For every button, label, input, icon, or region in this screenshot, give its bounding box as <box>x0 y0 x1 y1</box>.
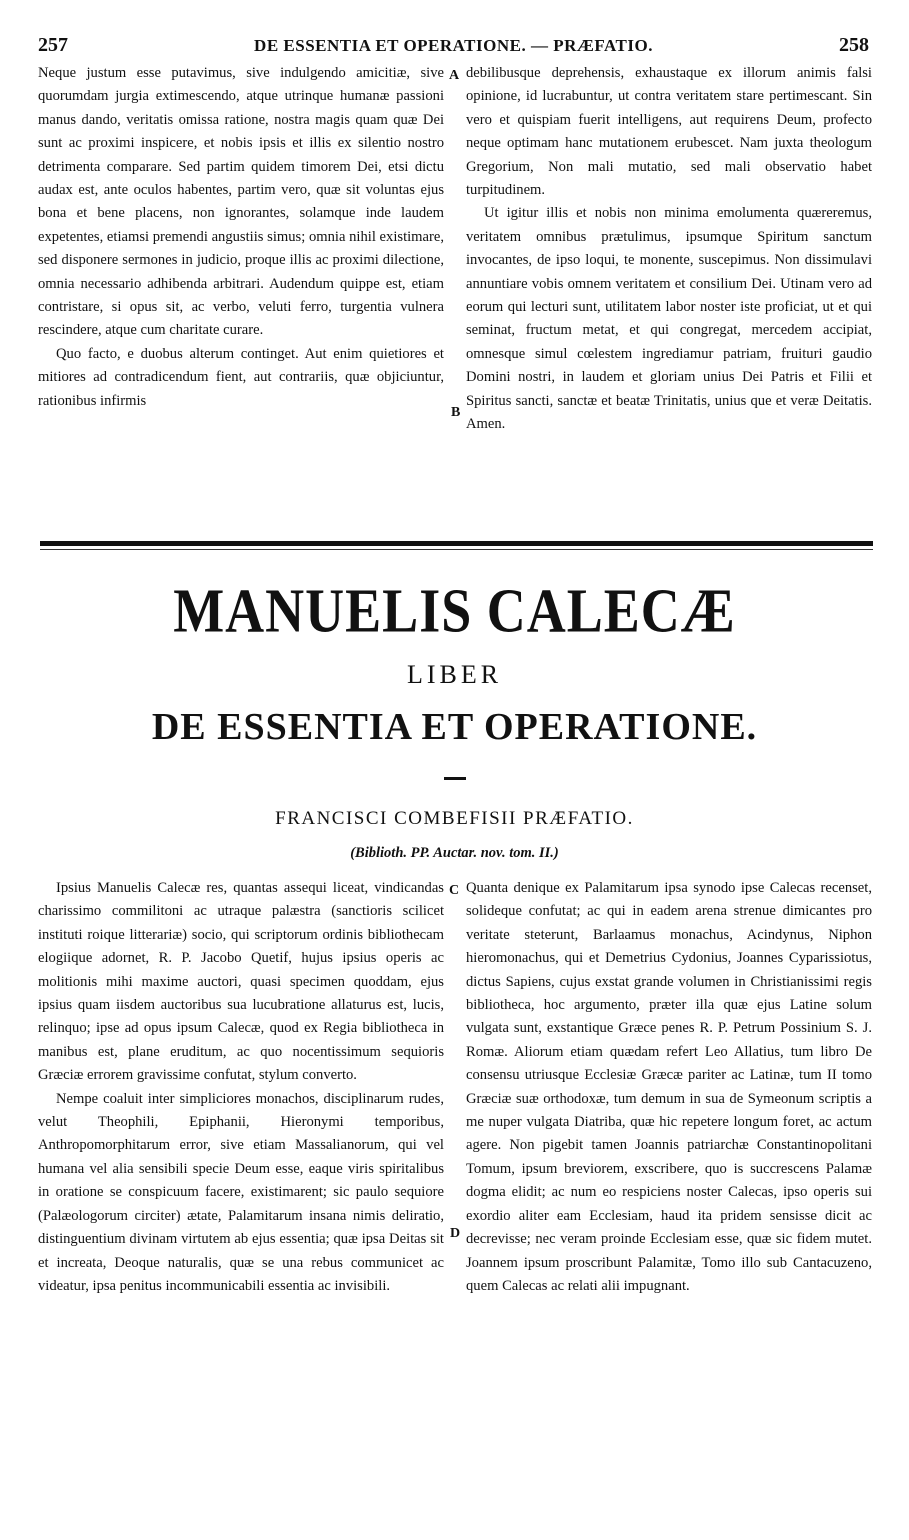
paragraph: Quo facto, e duobus alterum continget. Aut enim quietiores et mitiores ad contradicendum fient, aut contrariis, quæ objiciuntur, rationibus infirmis <box>38 345 444 409</box>
bottom-right-column <box>466 877 872 1298</box>
running-head-title: DE ESSENTIA ET OPERATIONE. — PRÆFATIO. <box>254 36 653 55</box>
paragraph: Ipsius Manuelis Calecæ res, quantas assequi liceat, vindicandas charissimo commilitoni ac utraque palæstra (sanctioris scilicet instituti roique litterariæ) socio, qui scriptorum ordinis bibliothecam elogiique adornet, R. P. Jacobo Quetif, hujus ipsius operis ac molitionis mihi maxime auctori, quasi specimen quoddam, ejus ipsius quam iisdem auctoribus sua lucubratione allaturus est, lucis, relinquo; ipse ad opus ipsum Calecæ, quod ex Regia bibliotheca in manibus est, plane eruditum, ac quo nocentissimum sequioris Græciæ errorem gravissime confutat, stylum converto. <box>38 880 444 1084</box>
paragraph: Nempe coaluit inter simpliciores monachos, disciplinarum rudes, velut Theophili, Epiphanii, Hieronymi temporibus, Anthropomorphitarum error, sive etiam Massalianorum, qui vel humana vel alia sensibili specie Deum esse, eaque viris spiritalibus in oratione se conspicuum facere, existimarent; sic paulo sequiore (Palæologorum circiter) ætate, Palamitarum insana nimis deliratio, distinguentium divinam virtutem ab ejus essentia; quæ ipsa Deitas sit et increata, Deoque naturalis, quæ se una rebus communicet ac videatur, ipsa penitus incommunicabili essentia ac invisibili. <box>38 1090 444 1294</box>
liber-heading: LIBER <box>406 660 503 689</box>
page-number-left: 257 <box>38 34 68 56</box>
margin-letter-b: B <box>451 405 461 420</box>
paragraph: Quanta denique ex Palamitarum ipsa synodo ipse Calecas recenset, solideque confutat; ac qui in eadem arena strenue dimicantes pro veritate steterunt, Barlaamus monachus, Acindynus, Niphon hieromonachus, qui et Demetrius Cydonius, Joannes Cyparissiotus, dictus Sapiens, cujus exstat grande volumen in Christianissimi regis bibliotheca, hoc argumento, præter illa quæ ejus Latine solum vulgata sunt, exstantique Græce penes R. P. Petrum Possinium S. J. Romæ. Aliorum etiam quædam refert Leo Allatius, tum libro De consensu utriusque Ecclesiæ Græcæ pariter ac Latinæ, tum II tomo Græciæ suæ orthodoxæ, tum demum in sua de Symeonum scriptis a me nuper vulgata Diatriba, quæ hic repetere longum foret, ac actum agere. Non pigebit tamen Joannis patriarchæ Constantinopolitani Tomum, ipsum breviorem, exscribere, quo is succrescens Palamæ dogma elidit; ac num eo respiciens noster Calecas, ipso operis sui exordio aliter eam Ecclesiam, haud ita pridem sensisse dicit ac decrevisse; nec veram proinde Ecclesiam esse, quæ sic fidem mutet. Joannem ipsum proscribunt Palamitæ, Tomo illo sub Cantacuzeno, quem Calecas ac relati alii impugnant. <box>466 880 872 1294</box>
section-rule <box>40 541 873 546</box>
paragraph: Neque justum esse putavimus, sive indulgendo amicitiæ, sive quorumdam jurgia extimescendo, atque utrinque humanæ passioni manus dando, veritatis omissa ratione, nostra magis quam quæ Dei sunt ac proximi inspicere, et nobis ipsis et illis ex silentio nostro detrimenta comparare. Sed partim quidem timorem Dei, etsi dictu audax est, ante oculos habentes, partim vero, quæ sit voluntas ejus bona et bene placens, non ignorantes, solamque inde laudem expetentes, etiamsi premendi angustiis simus; omnia nihil existimare, sed disponere sermones in judicio, proque illis ac proximi dilectione, omnia necessario adhibenda arbitrari. Audendum quippe est, etiam contristare, si opus sit, ac verbo, veluti ferro, turgentia vulnera rescindere, atque cum charitate curare. <box>38 65 444 339</box>
margin-letter-a: A <box>449 68 460 83</box>
margin-letter-c: C <box>449 883 460 898</box>
source-citation: (Biblioth. PP. Auctar. nov. tom. II.) <box>350 845 559 861</box>
bottom-left-column <box>38 877 444 1298</box>
paragraph: Ut igitur illis et nobis non minima emolumenta quæreremus, veritatem omnibus prætulimus, ipsumque Spiritum sanctum invocantes, de ipso loqui, te monente, suscepimus. Non dissimulavi annuntiare vobis omnem veritatem et consilium Dei. Utinam vero ad eorum qui lecturi sunt, utilitatem labor noster iste proficiat, ut et qui seminat, fructum metat, et qui congregat, mercedem accipiat, omnesque simul cœlestem ingrediamur patriam, fruituri gaudio Domini nostri, in laudem et gloriam unius Dei Patris et Filii et Spiritus sancti, sanctæ et beatæ Trinitatis, unius que et veræ Deitatis. Amen. <box>466 205 872 433</box>
work-subtitle: DE ESSENTIA ET OPERATIONE. <box>151 706 758 748</box>
preface-title: FRANCISCI COMBEFISII PRÆFATIO. <box>275 808 634 829</box>
top-right-column <box>466 62 872 437</box>
page-number-right: 258 <box>839 34 869 56</box>
top-left-column <box>38 62 444 413</box>
paragraph: debilibusque deprehensis, exhaustaque ex illorum animis falsi opinione, id lucrabuntur, ut contra veritatem stare pertimescant. Sin vero et quispiam fuerit intelligens, aut requirens Deum, profecto neque optimam hanc mutationem erubescet. Nam juxta theologum Gregorium, Non mali mutatio, sed mali observatio habet turpitudinem. <box>466 65 872 199</box>
title-dash <box>444 777 466 780</box>
margin-letter-d: D <box>450 1226 461 1241</box>
section-rule-thin <box>40 549 873 550</box>
running-head <box>38 34 869 60</box>
work-title: MANUELIS CALECÆ <box>173 576 736 646</box>
